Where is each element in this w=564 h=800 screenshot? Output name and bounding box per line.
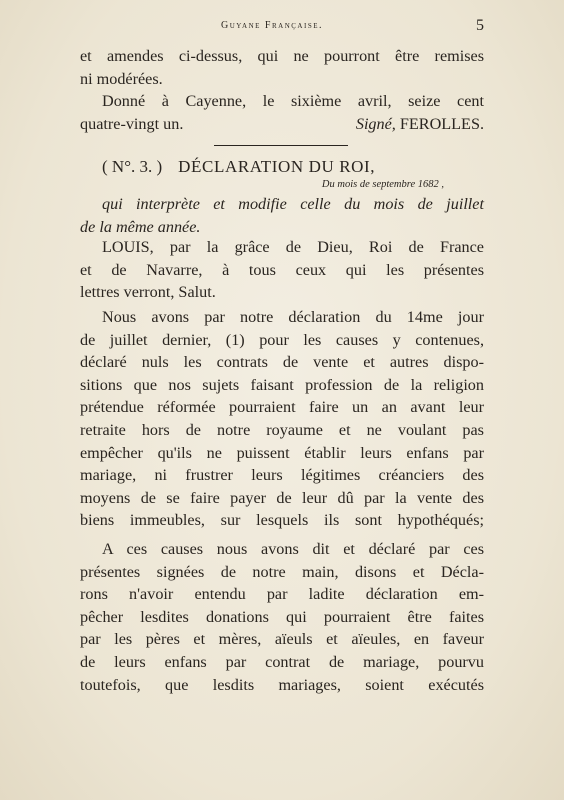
text-line: toutefois, que lesdits mariages, soient exécutés — [80, 675, 484, 694]
signature-paragraph — [80, 90, 484, 135]
text-line: LOUIS, par la grâce de Dieu, Roi de France — [102, 238, 484, 256]
text-line: biens immeubles, sur lesquels ils sont hypothéqués; — [80, 511, 484, 530]
text-line: pêcher lesdites donations qui pourraient être faites — [80, 607, 484, 626]
text-line: déclaré nuls les contrats de vente et autres dispo- — [80, 353, 484, 372]
text-line: qui interprète et modifie celle du mois de juillet — [102, 195, 484, 213]
page-number: 5 — [476, 17, 484, 34]
text-line: moyens de se faire payer de leur dû par la vente des — [80, 488, 484, 507]
text-line: rons n'avoir entendu par ladite déclaration em- — [80, 585, 484, 604]
date-text: quatre-vingt un. — [80, 114, 184, 133]
text-line: sitions que nos sujets faisant profession de la religion — [80, 375, 484, 394]
text-line: Nous avons par notre déclaration du 14me jour — [102, 308, 484, 326]
text-line: prétendue réformée pourraient faire un an avant leur — [80, 398, 484, 417]
declaration-heading — [80, 157, 484, 190]
paragraph-salutation — [80, 236, 484, 304]
text-line: présentes signées de notre main, disons et Décla- — [80, 562, 484, 581]
declaration-title-line — [80, 157, 484, 177]
text-line: empêcher qu'ils ne puissent établir leurs enfans par — [80, 443, 484, 462]
text-line: de leurs enfans par contrat de mariage, pourvu — [80, 652, 484, 671]
text-line: Donné à Cayenne, le sixième avril, seize cent — [102, 92, 484, 110]
text-line: A ces causes nous avons dit et déclaré par ces — [102, 540, 484, 558]
paragraph-declaration — [80, 306, 484, 532]
text-line: par les pères et mères, aïeuls et aïeules, en faveur — [80, 630, 484, 649]
text-line: mariage, ni frustrer leurs légitimes créanciers des — [80, 466, 484, 485]
signature-line — [80, 113, 484, 136]
signe-label: Signé, — [355, 114, 396, 133]
text-line: et amendes ci-dessus, qui ne pourront être remises — [80, 47, 484, 65]
declaration-subtitle — [80, 193, 484, 238]
text-line: de juillet dernier, (1) pour les causes y contenues, — [80, 330, 484, 349]
paragraph-causes — [80, 538, 484, 696]
text-line: lettres verront, Salut. — [80, 283, 216, 302]
signature — [356, 113, 484, 136]
section-divider — [214, 145, 348, 146]
declaration-date: Du mois de septembre 1682 , — [321, 179, 444, 190]
text-line: et de Navarre, à tous ceux qui les présentes — [80, 260, 484, 279]
signatory-name: FEROLLES. — [399, 114, 484, 133]
top-paragraph — [80, 45, 484, 90]
declaration-title: DÉCLARATION DU ROI, — [178, 157, 376, 176]
text-line: ni modérées. — [80, 69, 163, 88]
declaration-number: ( N°. 3. ) — [102, 157, 163, 176]
text-line: de la même année. — [80, 217, 201, 236]
running-title: Guyane Française. — [220, 20, 323, 31]
text-line: retraite hors de notre royaume et ne voulant pas — [80, 420, 484, 439]
